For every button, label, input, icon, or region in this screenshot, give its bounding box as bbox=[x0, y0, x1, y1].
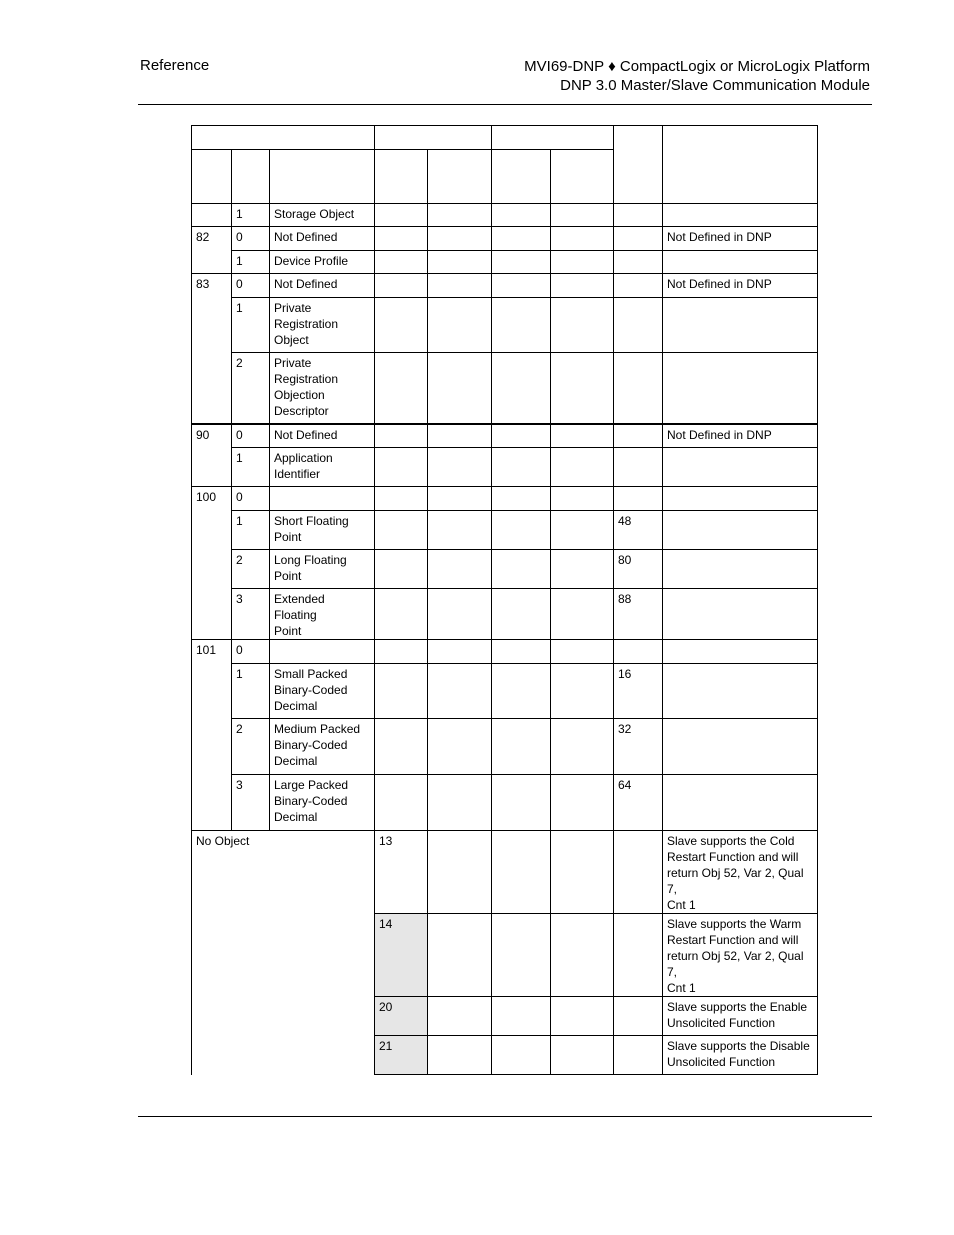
function-qualifier-cell bbox=[428, 298, 492, 353]
description-cell bbox=[270, 448, 375, 487]
function-qualifier-cell bbox=[551, 775, 614, 831]
table-row bbox=[192, 227, 818, 251]
function-qualifier-cell bbox=[492, 204, 551, 227]
variation-cell: 2 bbox=[232, 550, 270, 589]
function-qualifier-cell bbox=[614, 914, 663, 997]
product-title bbox=[524, 57, 870, 95]
table-row bbox=[192, 589, 818, 640]
bits-cell bbox=[614, 204, 663, 227]
table-row bbox=[192, 775, 818, 831]
description-cell-line: Binary-Coded bbox=[274, 683, 348, 697]
function-qualifier-cell bbox=[492, 1036, 551, 1075]
notes-cell bbox=[663, 227, 818, 251]
function-qualifier-cell bbox=[492, 274, 551, 298]
variation-cell: 0 bbox=[232, 274, 270, 298]
bits-cell bbox=[614, 227, 663, 251]
notes-cell-line: Restart Function and will bbox=[667, 850, 799, 864]
function-qualifier-cell bbox=[614, 1036, 663, 1075]
function-qualifier-cell bbox=[428, 640, 492, 664]
section-title: Reference bbox=[140, 57, 210, 74]
function-qualifier-cell bbox=[551, 298, 614, 353]
description-cell-line: Decimal bbox=[274, 699, 318, 713]
function-qualifier-cell bbox=[551, 589, 614, 640]
description-cell-line: Storage Object bbox=[274, 207, 355, 221]
table-row bbox=[192, 448, 818, 487]
notes-cell-line: return Obj 52, Var 2, Qual 7, bbox=[667, 866, 804, 896]
function-qualifier-cell bbox=[375, 227, 428, 251]
function-qualifier-cell bbox=[428, 664, 492, 719]
notes-cell bbox=[663, 589, 818, 640]
description-cell-line: Not Defined bbox=[274, 427, 338, 442]
variation-cell: 0 bbox=[232, 227, 270, 251]
bits-cell bbox=[614, 298, 663, 353]
notes-cell-line: Slave supports the Enable bbox=[667, 1000, 808, 1014]
description-cell bbox=[270, 204, 375, 227]
bits-cell bbox=[614, 640, 663, 664]
description-cell-line: Private bbox=[274, 301, 312, 315]
function-qualifier-cell bbox=[375, 298, 428, 353]
product-title-line2: DNP 3.0 Master/Slave Communication Module bbox=[560, 77, 870, 94]
table-row bbox=[192, 274, 818, 298]
function-qualifier-cell bbox=[492, 227, 551, 251]
bits-cell bbox=[614, 487, 663, 511]
description-cell-line: Descriptor bbox=[274, 404, 329, 418]
notes-cell bbox=[663, 550, 818, 589]
notes-cell bbox=[663, 640, 818, 664]
function-qualifier-cell bbox=[428, 487, 492, 511]
variation-cell: 1 bbox=[232, 298, 270, 353]
function-qualifier-cell bbox=[551, 914, 614, 997]
description-cell-line: Large Packed bbox=[274, 778, 349, 792]
notes-cell bbox=[663, 914, 818, 997]
description-cell bbox=[270, 511, 375, 550]
notes-cell bbox=[663, 353, 818, 424]
description-cell bbox=[270, 487, 375, 511]
description-cell bbox=[270, 550, 375, 589]
table-row bbox=[192, 204, 818, 227]
description-cell-line: Long Floating bbox=[274, 553, 347, 567]
variation-cell: 0 bbox=[232, 640, 270, 664]
table-row bbox=[192, 424, 818, 448]
function-qualifier-cell bbox=[551, 487, 614, 511]
function-qualifier-cell bbox=[492, 353, 551, 424]
description-cell-line: Binary-Coded bbox=[274, 738, 348, 752]
header-cell-bits bbox=[614, 126, 663, 204]
bits-cell: 32 bbox=[614, 719, 663, 775]
description-cell-line: Device Profile bbox=[274, 254, 349, 268]
function-qualifier-cell bbox=[614, 831, 663, 914]
variation-cell: 1 bbox=[232, 664, 270, 719]
bits-cell bbox=[614, 448, 663, 487]
function-qualifier-cell bbox=[428, 251, 492, 274]
function-qualifier-cell bbox=[551, 550, 614, 589]
function-qualifier-cell bbox=[375, 424, 428, 448]
description-cell-line: Decimal bbox=[274, 754, 318, 768]
bits-cell bbox=[614, 424, 663, 448]
description-cell-line: Not Defined bbox=[274, 277, 338, 291]
function-qualifier-cell bbox=[551, 353, 614, 424]
function-qualifier-cell bbox=[428, 511, 492, 550]
variation-cell: 1 bbox=[232, 448, 270, 487]
description-cell bbox=[270, 274, 375, 298]
function-qualifier-cell bbox=[375, 353, 428, 424]
description-cell-line: Point bbox=[274, 530, 302, 544]
function-qualifier-cell bbox=[492, 719, 551, 775]
function-qualifier-cell bbox=[492, 914, 551, 997]
notes-cell-line: return Obj 52, Var 2, Qual 7, bbox=[667, 949, 804, 979]
function-qualifier-cell bbox=[375, 487, 428, 511]
notes-cell-line: Slave supports the Warm bbox=[667, 917, 802, 931]
function-qualifier-cell bbox=[428, 831, 492, 914]
function-qualifier-cell bbox=[375, 511, 428, 550]
description-cell-line: Application bbox=[274, 451, 333, 465]
function-qualifier-cell bbox=[428, 719, 492, 775]
function-qualifier-cell bbox=[551, 831, 614, 914]
notes-cell bbox=[663, 511, 818, 550]
product-title-line1: MVI69-DNP ♦ CompactLogix or MicroLogix Platform bbox=[524, 58, 870, 75]
no-object-cell: No Object bbox=[192, 831, 375, 1075]
bits-cell: 88 bbox=[614, 589, 663, 640]
notes-cell bbox=[663, 424, 818, 448]
header-cell-obj bbox=[192, 150, 232, 204]
function-qualifier-cell bbox=[551, 1036, 614, 1075]
header-cell-response bbox=[492, 126, 614, 150]
function-qualifier-cell bbox=[492, 251, 551, 274]
notes-cell-line: Cnt 1 bbox=[667, 981, 696, 995]
function-qualifier-cell bbox=[492, 298, 551, 353]
header-cell-req-qual bbox=[428, 150, 492, 204]
header-cell-request bbox=[375, 126, 492, 150]
header-cell-resp-qual bbox=[551, 150, 614, 204]
description-cell-line: Small Packed bbox=[274, 667, 348, 681]
description-cell-line: Point bbox=[274, 569, 302, 583]
function-code-cell: 14 bbox=[375, 914, 428, 997]
description-cell bbox=[270, 298, 375, 353]
notes-cell bbox=[663, 487, 818, 511]
function-qualifier-cell bbox=[492, 424, 551, 448]
notes-cell bbox=[663, 997, 818, 1036]
description-cell-line: Binary-Coded bbox=[274, 794, 348, 808]
function-qualifier-cell bbox=[428, 550, 492, 589]
function-qualifier-cell bbox=[492, 589, 551, 640]
bits-cell bbox=[614, 274, 663, 298]
variation-cell: 1 bbox=[232, 204, 270, 227]
function-qualifier-cell bbox=[492, 997, 551, 1036]
table-row bbox=[192, 511, 818, 550]
function-qualifier-cell bbox=[492, 511, 551, 550]
description-cell-line: Private bbox=[274, 356, 312, 370]
variation-cell: 2 bbox=[232, 353, 270, 424]
notes-cell-line: Not Defined in DNP bbox=[667, 277, 772, 291]
header-cell-resp-func bbox=[492, 150, 551, 204]
table-row bbox=[192, 664, 818, 719]
function-qualifier-cell bbox=[375, 448, 428, 487]
description-cell-line: Registration bbox=[274, 372, 339, 386]
notes-cell bbox=[663, 664, 818, 719]
variation-cell: 1 bbox=[232, 511, 270, 550]
description-cell-line: Objection bbox=[274, 388, 325, 402]
notes-cell-line: Unsolicited Function bbox=[667, 1055, 776, 1069]
bits-cell: 16 bbox=[614, 664, 663, 719]
function-qualifier-cell bbox=[551, 511, 614, 550]
function-qualifier-cell bbox=[551, 251, 614, 274]
variation-cell: 1 bbox=[232, 251, 270, 274]
function-qualifier-cell bbox=[551, 204, 614, 227]
description-cell bbox=[270, 251, 375, 274]
notes-cell bbox=[663, 204, 818, 227]
description-cell-line: Object bbox=[274, 333, 309, 347]
bits-cell: 80 bbox=[614, 550, 663, 589]
header-row-1 bbox=[192, 126, 818, 150]
header-cell-notes bbox=[663, 126, 818, 204]
function-qualifier-cell bbox=[551, 424, 614, 448]
description-cell-line: Registration bbox=[274, 317, 339, 331]
notes-cell-line: Slave supports the Cold bbox=[667, 834, 795, 848]
description-cell-line: Medium Packed bbox=[274, 722, 361, 736]
function-qualifier-cell bbox=[551, 640, 614, 664]
object-number-cell: 83 bbox=[192, 274, 232, 424]
notes-cell-line: Not Defined in DNP bbox=[667, 230, 772, 244]
function-qualifier-cell bbox=[375, 251, 428, 274]
notes-cell bbox=[663, 448, 818, 487]
function-qualifier-cell bbox=[551, 227, 614, 251]
function-qualifier-cell bbox=[492, 487, 551, 511]
function-qualifier-cell bbox=[551, 448, 614, 487]
object-number-cell: 100 bbox=[192, 487, 232, 640]
notes-cell-line: Cnt 1 bbox=[667, 898, 696, 912]
function-qualifier-cell bbox=[375, 589, 428, 640]
function-qualifier-cell bbox=[428, 589, 492, 640]
function-qualifier-cell bbox=[492, 831, 551, 914]
bits-cell: 64 bbox=[614, 775, 663, 831]
description-cell-line: Point bbox=[274, 624, 302, 638]
function-qualifier-cell bbox=[492, 640, 551, 664]
variation-cell: 0 bbox=[232, 424, 270, 448]
function-qualifier-cell bbox=[375, 719, 428, 775]
notes-cell bbox=[663, 775, 818, 831]
table-row bbox=[192, 831, 818, 914]
variation-cell: 3 bbox=[232, 775, 270, 831]
variation-cell: 0 bbox=[232, 487, 270, 511]
description-cell-line: Short Floating bbox=[274, 514, 349, 528]
bits-cell bbox=[614, 353, 663, 424]
description-cell bbox=[270, 227, 375, 251]
footer-rule bbox=[138, 1116, 872, 1117]
table-row bbox=[192, 487, 818, 511]
description-cell-line: Identifier bbox=[274, 467, 321, 481]
table-row bbox=[192, 353, 818, 424]
header-cell-req-func bbox=[375, 150, 428, 204]
function-qualifier-cell bbox=[428, 274, 492, 298]
table-row bbox=[192, 640, 818, 664]
description-cell bbox=[270, 775, 375, 831]
description-cell bbox=[270, 719, 375, 775]
function-qualifier-cell bbox=[428, 353, 492, 424]
object-number-cell: 90 bbox=[192, 424, 232, 487]
function-qualifier-cell bbox=[551, 664, 614, 719]
function-qualifier-cell bbox=[375, 204, 428, 227]
table-row bbox=[192, 298, 818, 353]
function-qualifier-cell bbox=[375, 274, 428, 298]
function-qualifier-cell bbox=[428, 448, 492, 487]
header-cell-object bbox=[192, 126, 375, 150]
bits-cell bbox=[614, 251, 663, 274]
bits-cell: 48 bbox=[614, 511, 663, 550]
variation-cell: 2 bbox=[232, 719, 270, 775]
table-row bbox=[192, 719, 818, 775]
description-cell bbox=[270, 353, 375, 424]
description-cell-line: Extended Floating bbox=[274, 592, 325, 622]
function-qualifier-cell bbox=[614, 997, 663, 1036]
object-table bbox=[191, 125, 818, 1075]
header-rule bbox=[138, 104, 872, 105]
function-qualifier-cell bbox=[375, 664, 428, 719]
description-cell bbox=[270, 640, 375, 664]
notes-cell-line: Unsolicited Function bbox=[667, 1016, 776, 1030]
function-qualifier-cell bbox=[375, 550, 428, 589]
function-qualifier-cell bbox=[551, 719, 614, 775]
variation-cell: 3 bbox=[232, 589, 270, 640]
description-cell bbox=[270, 424, 375, 448]
notes-cell bbox=[663, 831, 818, 914]
notes-cell-line: Slave supports the Disable bbox=[667, 1039, 810, 1053]
object-number-cell bbox=[192, 204, 232, 227]
notes-cell bbox=[663, 1036, 818, 1075]
function-qualifier-cell bbox=[428, 204, 492, 227]
table-row bbox=[192, 251, 818, 274]
function-qualifier-cell bbox=[428, 227, 492, 251]
notes-cell bbox=[663, 251, 818, 274]
description-cell bbox=[270, 664, 375, 719]
function-qualifier-cell bbox=[492, 448, 551, 487]
function-qualifier-cell bbox=[428, 914, 492, 997]
notes-cell-line: Restart Function and will bbox=[667, 933, 799, 947]
function-qualifier-cell bbox=[375, 775, 428, 831]
table-row bbox=[192, 550, 818, 589]
description-cell-line: Not Defined bbox=[274, 230, 338, 244]
description-cell-line: Decimal bbox=[274, 810, 318, 824]
function-qualifier-cell bbox=[428, 424, 492, 448]
function-code-cell: 13 bbox=[375, 831, 428, 914]
function-qualifier-cell bbox=[492, 775, 551, 831]
notes-cell bbox=[663, 298, 818, 353]
function-code-cell: 21 bbox=[375, 1036, 428, 1075]
function-qualifier-cell bbox=[551, 997, 614, 1036]
function-qualifier-cell bbox=[492, 664, 551, 719]
description-cell bbox=[270, 589, 375, 640]
function-qualifier-cell bbox=[375, 640, 428, 664]
function-qualifier-cell bbox=[428, 775, 492, 831]
header-cell-desc bbox=[270, 150, 375, 204]
function-qualifier-cell bbox=[492, 550, 551, 589]
object-number-cell: 101 bbox=[192, 640, 232, 831]
function-qualifier-cell bbox=[551, 274, 614, 298]
function-qualifier-cell bbox=[428, 997, 492, 1036]
header-cell-var bbox=[232, 150, 270, 204]
function-qualifier-cell bbox=[428, 1036, 492, 1075]
notes-cell bbox=[663, 274, 818, 298]
object-number-cell: 82 bbox=[192, 227, 232, 274]
function-code-cell: 20 bbox=[375, 997, 428, 1036]
notes-cell bbox=[663, 719, 818, 775]
notes-cell-line: Not Defined in DNP bbox=[667, 427, 772, 442]
